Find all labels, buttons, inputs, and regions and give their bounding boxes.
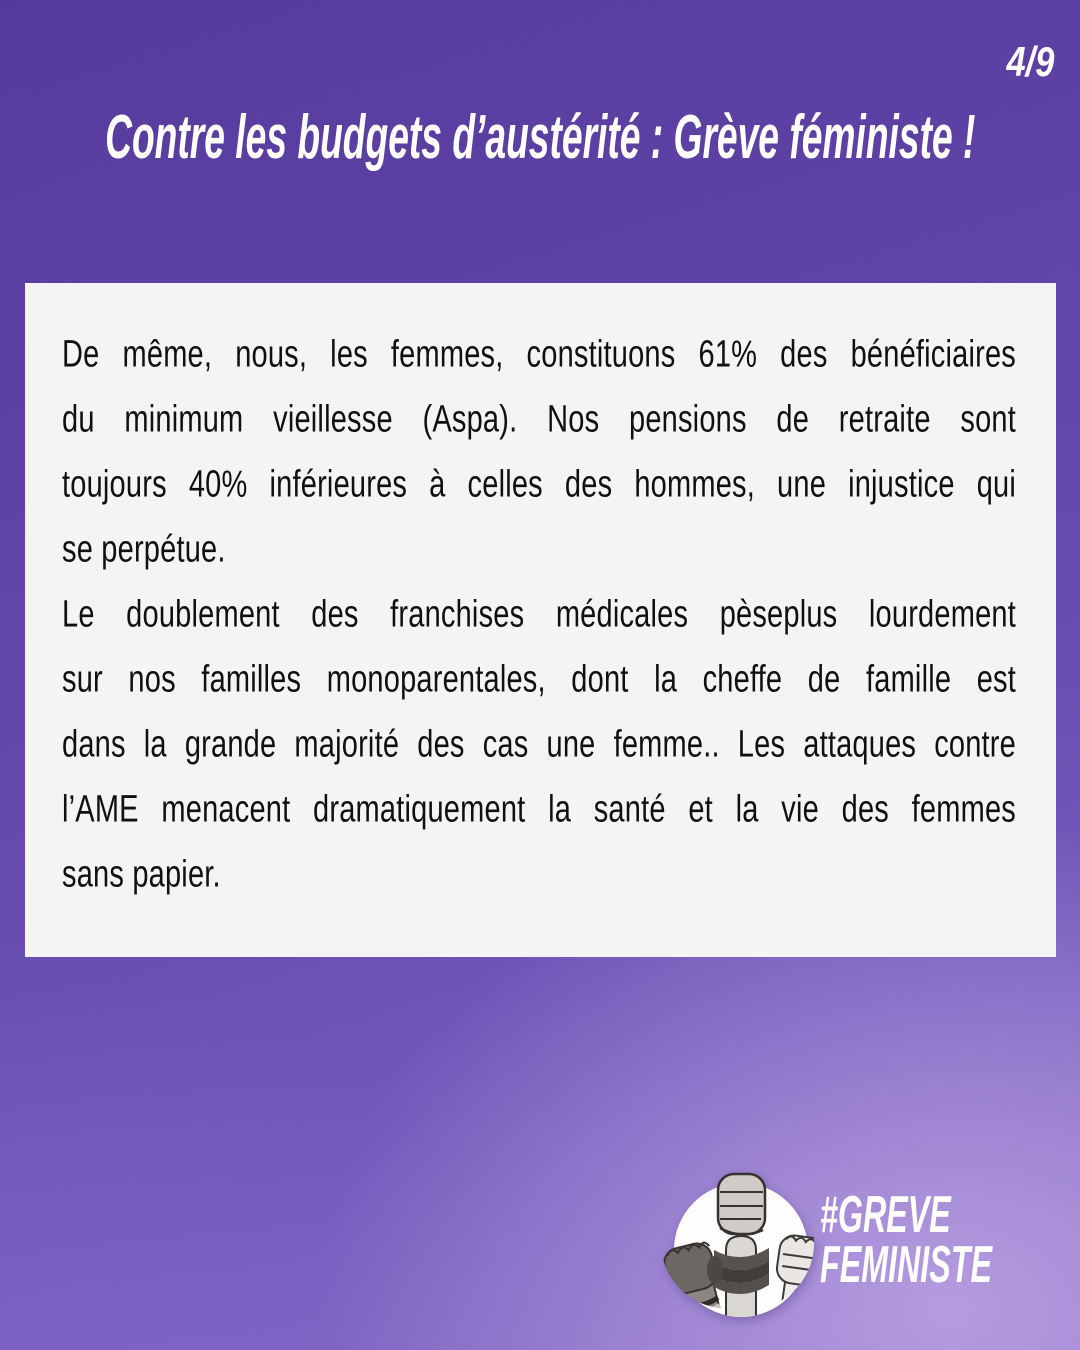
body-text-line: toujours 40% inférieures à celles des hommes, une injustice qui: [62, 463, 1016, 506]
body-text-line: De même, nous, les femmes, constituons 61% des bénéficiaires: [62, 333, 1016, 376]
title-row: [0, 102, 1080, 173]
body-text-line: dans la grande majorité des cas une femme.. Les attaques contre: [62, 723, 1016, 766]
body-text-line: l’AME menacent dramatiquement la santé et la vie des femmes: [62, 788, 1016, 831]
hashtag-text: [820, 1186, 992, 1294]
body-text-line: du minimum vieillesse (Aspa). Nos pensions de retraite sont: [62, 398, 1016, 441]
hashtag-line-1: #GREVE: [820, 1186, 951, 1244]
body-text-line: sans papier.: [62, 853, 221, 896]
page-indicator: 4/9: [1006, 38, 1054, 85]
raised-fists-icon: [645, 1150, 837, 1348]
body-text-line: sur nos familles monoparentales, dont la cheffe de famille est: [62, 658, 1016, 701]
page-title: Contre les budgets d’austérité : Grève féministe !: [104, 103, 976, 172]
raised-fists-logo: [645, 1150, 837, 1348]
body-text-line: se perpétue.: [62, 528, 226, 571]
body-text-line: Le doublement des franchises médicales pèseplus lourdement: [62, 593, 1016, 636]
hashtag-line-2: FEMINISTE: [820, 1236, 992, 1294]
text-card: [25, 283, 1056, 957]
